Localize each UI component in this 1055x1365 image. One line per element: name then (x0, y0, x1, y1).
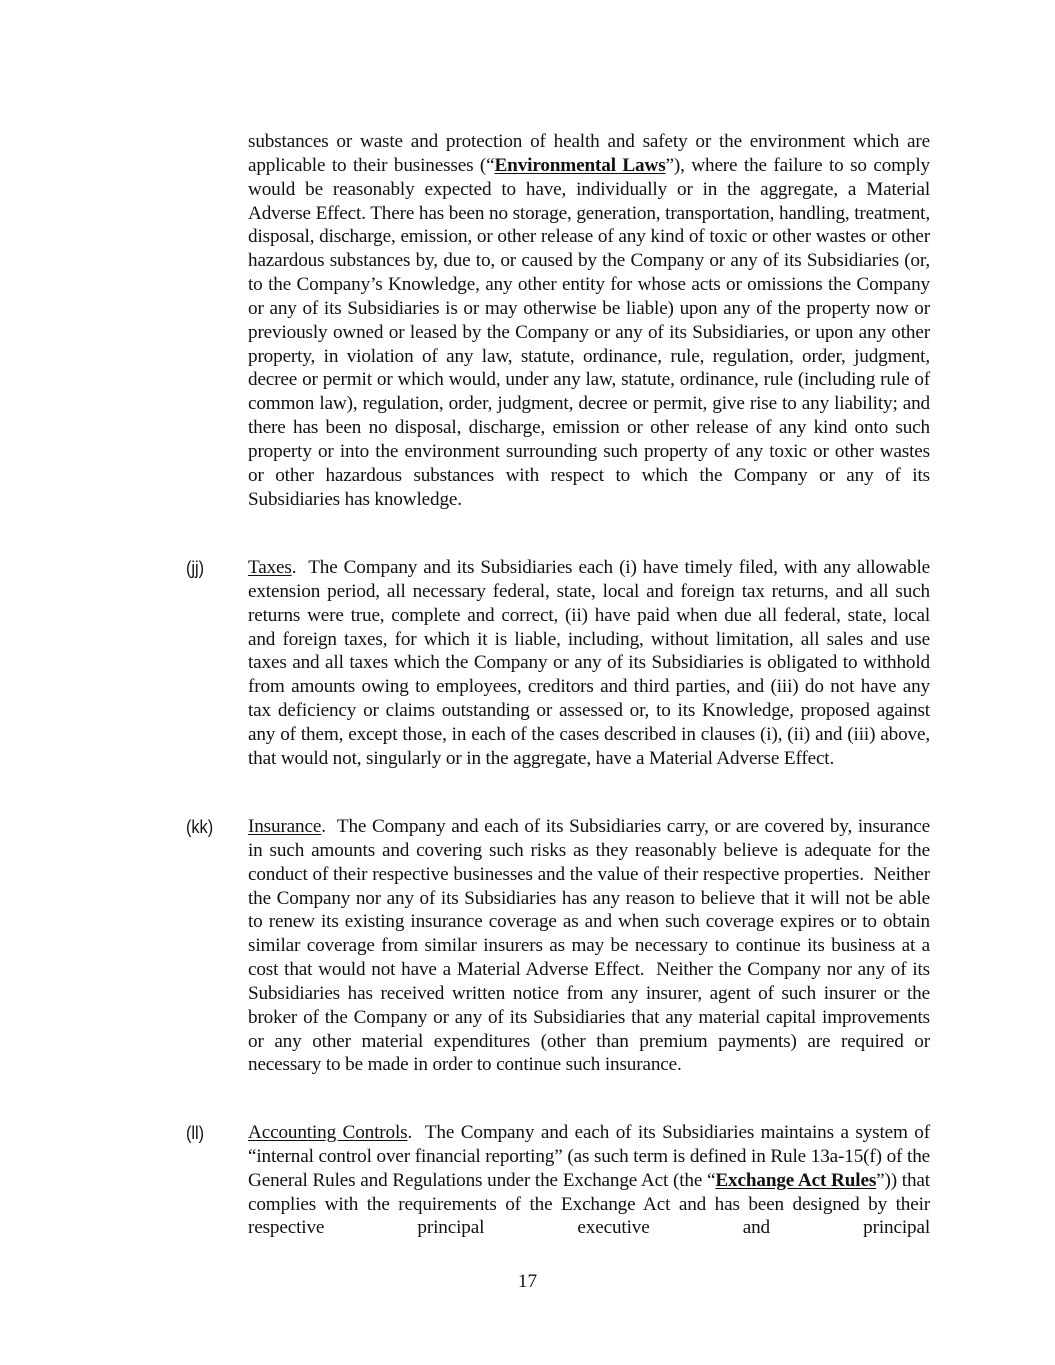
heading-punct: . (291, 557, 297, 578)
paragraph-text: ”), where the failure to so comply would be reasonably expected to have, individually or in the aggregate, a Material Adverse Effect. There has been no storage, generation, transportation, handling, treatment, disposal, discharge, emission, or other release of any kind of toxic or other wastes or other hazardous substances by, due to, or caused by the Company or any of its Subsidiaries (or, to the Company’s Knowledge, any other entity for whose acts or omissions the Company or any of its Subsidiaries is or may otherwise be liable) upon any of the property now or previously owned or leased by the Company or any of its Subsidiaries, or upon any other property, in violation of any law, statute, ordinance, rule, regulation, order, judgment, decree or permit or which would, under any law, statute, ordinance, rule (including rule of common law), regulation, order, judgment, decree or permit, give rise to any liability; and there has been no disposal, discharge, emission or other release of any kind onto such property or into the environment surrounding such property of any toxic or other wastes or other hazardous substances with respect to which the Company or any of its Subsidiaries has knowledge. (248, 154, 930, 510)
section-heading-insurance: Insurance (248, 816, 322, 837)
section-label-kk: (kk) (186, 816, 214, 837)
section-body: The Company and its Subsidiaries each (i) have timely filed, with any allowable extension period, all necessary federal, state, local and foreign tax returns, and all such returns were true, complete and correct, (ii) have paid when due all federal, state, local and foreign taxes, for which it is liable, including, without limitation, all sales and use taxes and all taxes which the Company or any of its Subsidiaries is obligated to withhold from amounts owing to employees, creditors and third parties, and (iii) do not have any tax deficiency or claims outstanding or assessed or, to its Knowledge, proposed against any of them, except those, in each of the cases described in clauses (i), (ii) and (iii) above, that would not, singularly or in the aggregate, have a Material Adverse Effect. (248, 557, 935, 769)
page-number: 17 (517, 1271, 538, 1292)
section-insurance (248, 815, 935, 1077)
defined-term-environmental-laws: Environmental Laws (494, 154, 666, 176)
section-taxes (248, 556, 935, 771)
section-heading-taxes: Taxes (248, 557, 292, 578)
section-accounting-controls (248, 1121, 935, 1240)
paragraph-environmental-continuation (248, 130, 930, 512)
defined-term-exchange-act-rules: Exchange Act Rules (715, 1169, 877, 1191)
heading-punct: . (407, 1122, 413, 1143)
section-body: The Company and each of its Subsidiaries carry, or are covered by, insurance in such amounts and covering such risks as they reasonably believe is adequate for the conduct of their respective businesses and the value of their respective properties. Neither the Company nor any of its Subsidiaries has any reason to believe that it will not be able to renew its existing insurance coverage as and when such coverage expires or to obtain similar coverage from similar insurers as may be necessary to continue its business at a cost that would not have a Material Adverse Effect. Neither the Company nor any of its Subsidiaries has received written notice from any insurer, agent of such insurer or the broker of the Company or any of its Subsidiaries that any material capital improvements or any other material expenditures (other than premium payments) are required or necessary to be made in order to continue such insurance. (248, 816, 935, 1076)
paragraph-text: substances or waste and protection of health and safety or the environment which are applicable to their businesses (“ (248, 131, 930, 176)
section-label-ll: (ll) (186, 1122, 205, 1143)
section-label-jj: (jj) (186, 557, 205, 578)
section-body: The Company and each of its Subsidiaries maintains a system of “internal control over financial reporting” (as such term is defined in Rule 13a-15(f) of the General Rules and Regulations under the Exchange Act (the “ (248, 1122, 935, 1191)
section-heading-accounting-controls: Accounting Controls (248, 1122, 408, 1143)
heading-punct: . (321, 816, 326, 837)
section-body: ”)) that complies with the requirements of the Exchange Act and has been designed by their respective principal executive and principal (248, 1169, 930, 1239)
